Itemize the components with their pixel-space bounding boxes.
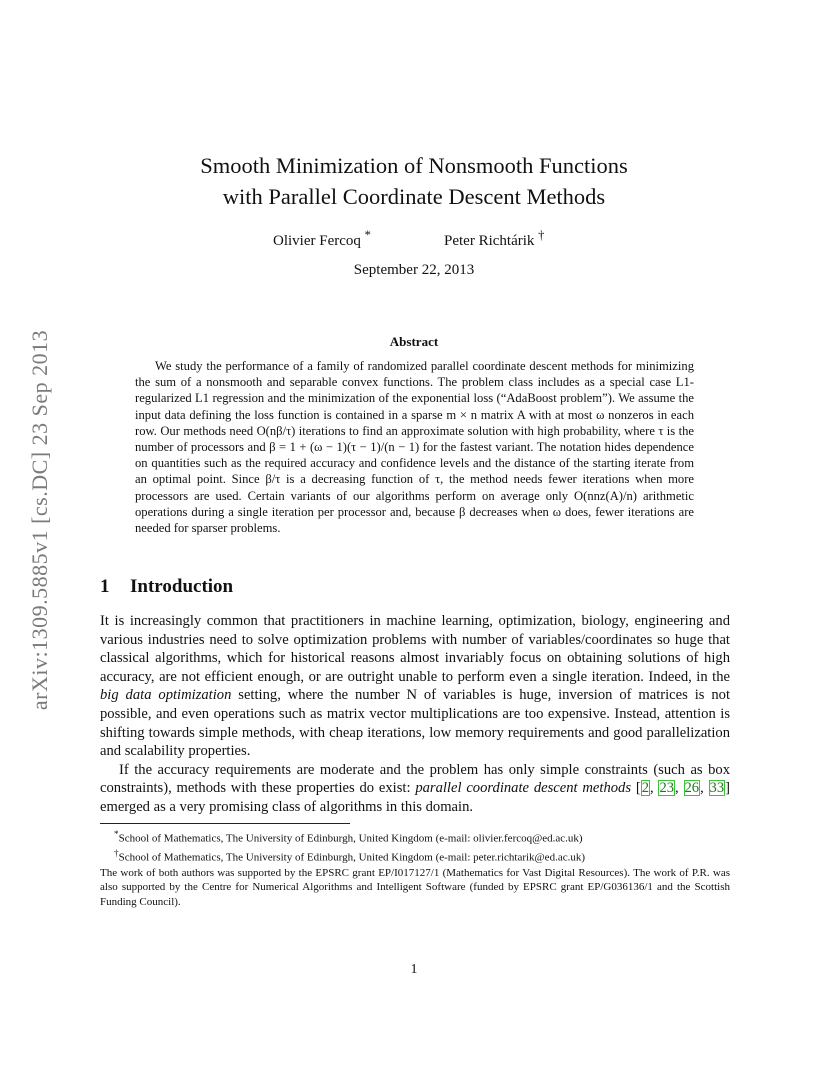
funding-note: The work of both authors was supported by the EPSRC grant EP/I017127/1 (Mathematics for Vast Digital Resources). The work of P.R. was also supported by the Centre for Numerical Algorithms and Intelligent Software (funded by EPSRC grant EP/G036136/1 and the Scottish Funding Council). (100, 866, 730, 908)
footnote-text: School of Mathematics, The University of Edinburgh, United Kingdom (e-mail: peter.richtarik@ed.ac.uk) (118, 851, 585, 864)
citation-link[interactable]: 26 (684, 780, 700, 797)
title-line-1: Smooth Minimization of Nonsmooth Functions (200, 153, 628, 178)
footnote-mark: * (114, 829, 119, 839)
section-heading (100, 576, 233, 598)
abstract-heading: Abstract (389, 334, 439, 349)
section-number: 1 (100, 576, 110, 597)
footnote-text: School of Mathematics, The University of Edinburgh, United Kingdom (e-mail: olivier.fercoq@ed.ac.uk) (118, 832, 583, 845)
author-mark: * (364, 228, 371, 242)
author-mark: † (538, 228, 545, 242)
title-line-2: with Parallel Coordinate Descent Methods (222, 184, 606, 209)
emphasis: parallel coordinate descent methods (415, 780, 632, 797)
text-run: If the accuracy requirements are moderate and the problem has only simple constraints (such as box constraints), methods with these properties do exist: (100, 761, 730, 797)
intro-paragraph-2: If the accuracy requirements are moderate and the problem has only simple constraints (such as box constraints), methods with these properties do exist: parallel coordinate descent methods [2, 23, 26, 33] emerged as a very promising class of algorithms in this domain. (100, 761, 731, 815)
section-title: Introduction (130, 576, 234, 597)
text-run: emerged as a very promising class of algorithms in this domain. (100, 798, 474, 815)
citation-link[interactable]: 2 (641, 780, 649, 797)
text-run: It is increasingly common that practitioners in machine learning, optimization, biology, engineering and various industries need to solve optimization problems with number of variables/coordinates so huge that classical algorithms, which for historical reasons almost invariably focus on obtaining solutions of high accuracy, are not efficient enough, or are outright unable to perform even a single iteration. Indeed, in the (100, 613, 730, 685)
footnote-2 (100, 846, 730, 865)
author-name: Peter Richtárik (444, 233, 535, 249)
author-richtarik (444, 228, 544, 250)
paper-date: September 22, 2013 (353, 262, 475, 278)
citation-link[interactable]: 23 (659, 780, 675, 797)
arxiv-identifier: arXiv:1309.5885v1 [cs.DC] 23 Sep 2013 (27, 329, 52, 711)
author-name: Olivier Fercoq (273, 233, 361, 249)
author-fercoq (273, 228, 371, 250)
intro-paragraph-1 (100, 612, 730, 761)
page-number: 1 (410, 962, 418, 977)
paper-title (0, 150, 828, 212)
footnote-rule (100, 823, 350, 824)
citation-link[interactable]: 33 (709, 780, 725, 797)
introduction-body (100, 612, 730, 817)
text-run: setting, where the number N of variables is huge, inversion of matrices is not possible, and even operations such as matrix vector multiplications are too expensive. Instead, attention is shifting towards simple methods, with cheap iterations, low memory requirements and good parallelization and scalability properties. (100, 687, 730, 760)
footnote-1 (100, 827, 730, 846)
footnote-mark: † (114, 848, 119, 859)
abstract-text: We study the performance of a family of randomized parallel coordinate descent methods for minimizing the sum of a nonsmooth and separable convex functions. The problem class includes as a special case L1-regularized L1 regression and the minimization of the exponential loss (“AdaBoost problem”). We assume the input data defining the loss function is contained in a sparse m × n matrix A with at most ω nonzeros in each row. Our methods need O(nβ/τ) iterations to find an approximate solution with high probability, where τ is the number of processors and β = 1 + (ω − 1)(τ − 1)/(n − 1) for the fastest variant. The notation hides dependence on quantities such as the required accuracy and confidence levels and the distance of the starting iterate from an optimal point. Since β/τ is a decreasing function of τ, the method needs fewer iterations when more processors are used. Certain variants of our algorithms perform on average only O(nnz(A)/n) arithmetic operations during a single iteration per processor and, because β decreases when ω does, fewer iterations are needed for sparser problems. (135, 359, 694, 536)
footnotes (100, 827, 730, 909)
emphasis: big data optimization (100, 687, 232, 704)
abstract-body (135, 358, 694, 536)
